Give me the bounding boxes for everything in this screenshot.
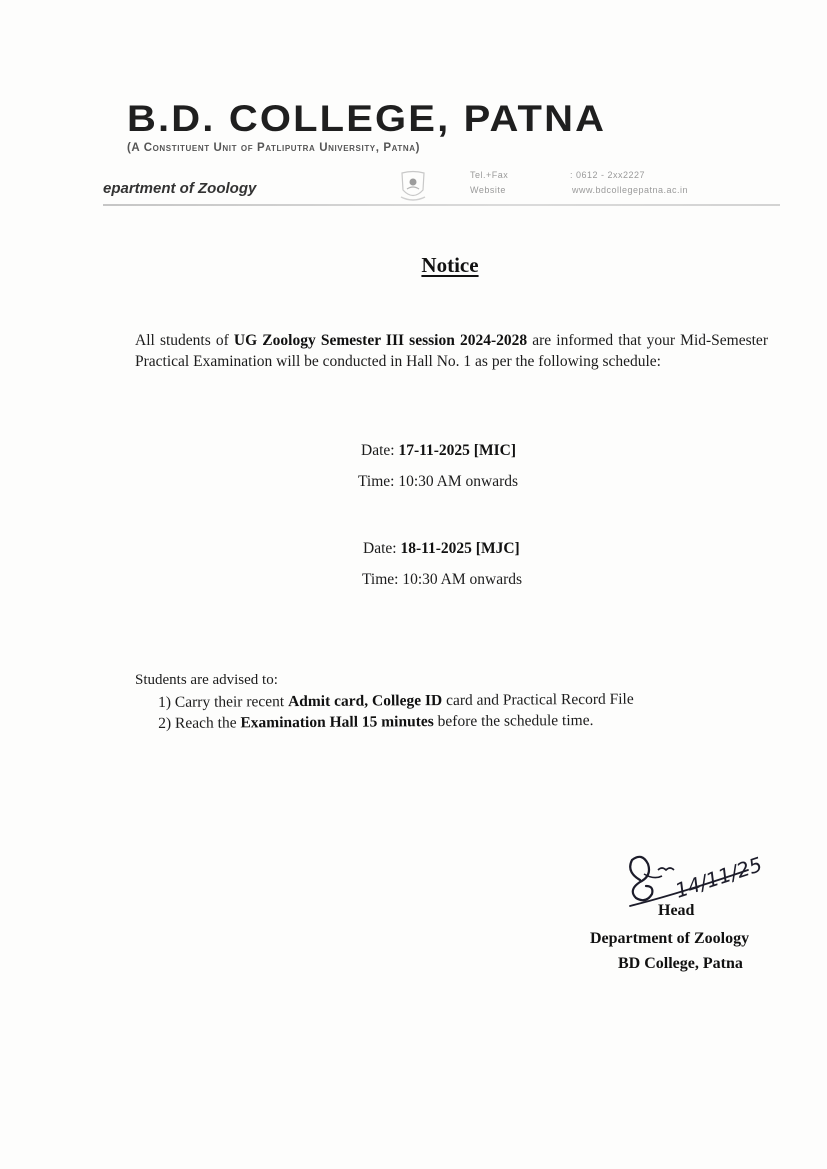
advice-bold: Admit card, College ID [287, 692, 443, 711]
advice-bold: Examination Hall 15 minutes [240, 713, 434, 732]
date-label: Date: [363, 540, 401, 557]
college-name: B.D. COLLEGE, PATNA [127, 98, 607, 139]
signatory-college: BD College, Patna [618, 955, 743, 972]
advice-text: before the schedule time. [433, 711, 594, 731]
schedule-1-date [361, 442, 516, 460]
intro-text-2: are informed that your Mid-Semester Practical Examination will be conducted in Hall No. 1 as per the following schedule: [135, 332, 768, 370]
college-subtitle: (A Constituent Unit of Patliputra University, Patna) [127, 142, 421, 154]
advice-heading: Students are advised to: [135, 672, 278, 688]
date-value: 17-11-2025 [MIC] [398, 442, 516, 459]
tel-value: : 0612 - 2xx2227 [570, 170, 646, 180]
advice-item-2 [158, 710, 634, 734]
college-emblem-icon [398, 170, 428, 202]
website-value: www.bdcollegepatna.ac.in [572, 185, 689, 195]
handwritten-date: 14/11/25 [672, 852, 765, 903]
date-value: 18-11-2025 [MJC] [400, 540, 520, 557]
intro-text-1: All students of [135, 332, 234, 349]
tel-label: Tel.+Fax [470, 170, 509, 180]
advice-text: Reach the [171, 714, 241, 732]
date-label: Date: [361, 442, 399, 459]
department-name: epartment of Zoology [103, 180, 257, 197]
signatory-department: Department of Zoology [590, 930, 750, 947]
advice-text: Carry their recent [170, 693, 289, 711]
intro-course-session: UG Zoology Semester III session 2024-2028 [233, 332, 528, 349]
letterhead-divider [103, 204, 780, 206]
website-label: Website [470, 185, 506, 195]
notice-intro [135, 330, 768, 372]
advice-text: card and Practical Record File [442, 690, 634, 710]
schedule-2-date [363, 540, 520, 558]
list-number: 1) [158, 693, 172, 711]
list-number: 2) [158, 714, 172, 732]
handwritten-signature-icon [618, 850, 788, 920]
signatory-title: Head [658, 902, 695, 919]
notice-title: Notice [421, 253, 479, 277]
schedule-2-time: Time: 10:30 AM onwards [362, 571, 523, 588]
advice-list [158, 689, 634, 734]
schedule-1-time: Time: 10:30 AM onwards [358, 473, 519, 490]
